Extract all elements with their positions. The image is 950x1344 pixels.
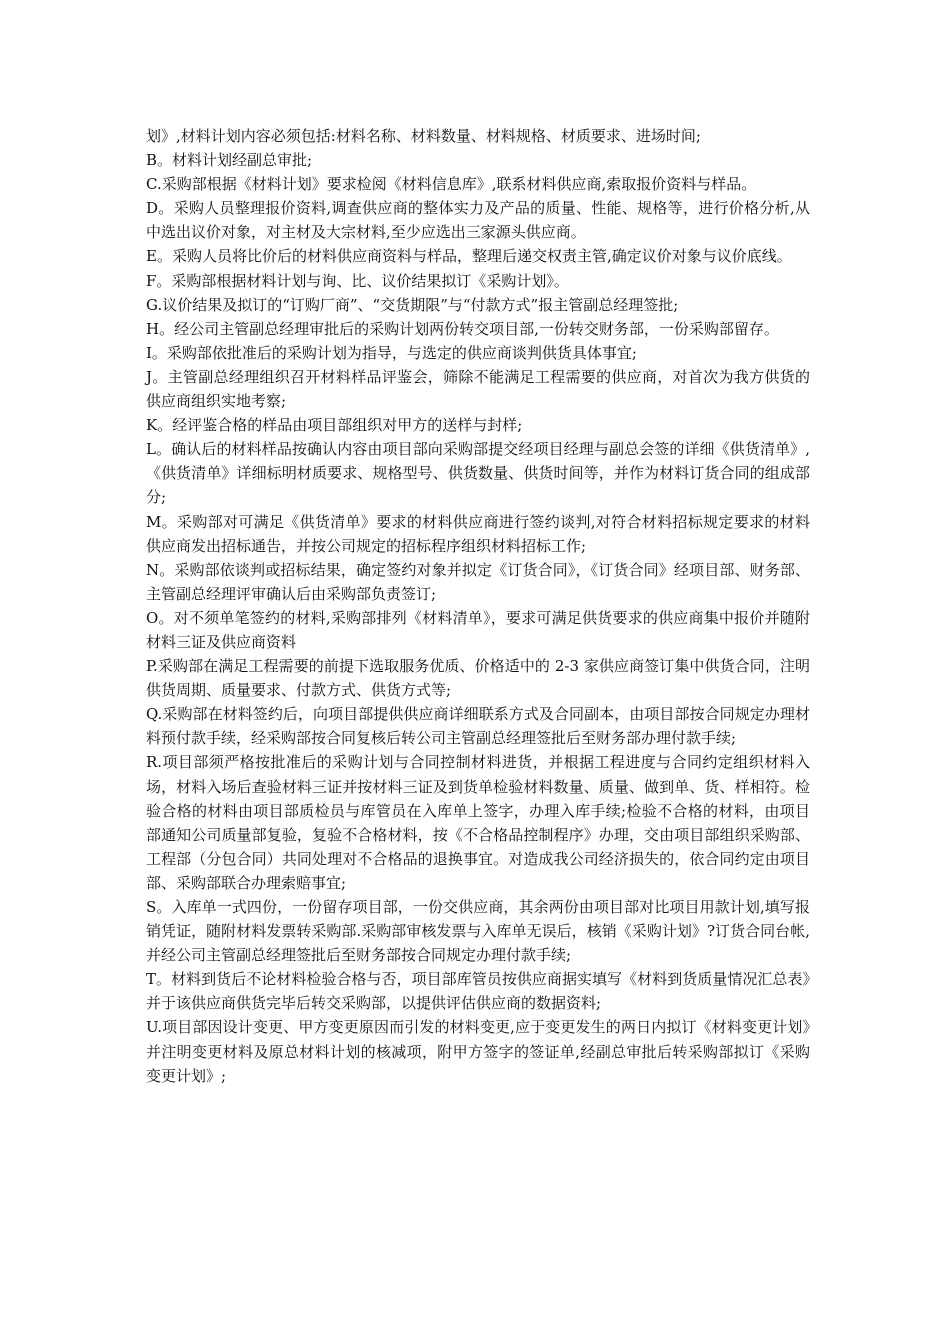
- paragraph-h: H。经公司主管副总经理审批后的采购计划两份转交项目部,一份转交财务部，一份采购部留存。: [146, 319, 779, 338]
- paragraph-t: T。材料到货后不论材料检验合格与否，项目部库管员按供应商据实填写《材料到货质量情况汇总表》并于该供应商供货完毕后转交采购部，以提供评估供应商的数据资料;: [146, 970, 810, 1013]
- paragraph-g: G.议价结果及拟订的“订购厂商”、“交货期限”与“付款方式”报主管副总经理签批;: [146, 295, 679, 314]
- paragraph-continuation: 划》,材料计划内容必须包括:材料名称、材料数量、材料规格、材质要求、进场时间;: [146, 127, 701, 145]
- paragraph-b: B。材料计划经副总审批;: [146, 151, 313, 170]
- paragraph-s: S。入库单一式四份，一份留存项目部，一份交供应商，其余两份由项目部对比项目用款计划,填写报销凭证，随附材料发票转采购部.采购部审核发票与入库单无误后，核销《采购计划》?订货合同台帐,并经公司主管副总经理签批后至财务部按合同规定办理付款手续;: [146, 898, 810, 965]
- paragraph-p: P.采购部在满足工程需要的前提下选取服务优质、价格适中的 2-3 家供应商签订集中供货合同，注明供货周期、质量要求、付款方式、供货方式等;: [146, 657, 810, 700]
- paragraph-k: K。经评鉴合格的样品由项目部组织对甲方的送样与封样;: [146, 416, 523, 435]
- paragraph-r: R.项目部须严格按批准后的采购计划与合同控制材料进货，并根据工程进度与合同约定组织材料入场，材料入场后查验材料三证并按材料三证及到货单检验材料数量、质量、做到单、货、样相符。检验合格的材料由项目部质检员与库管员在入库单上签字，办理入库手续;检验不合格的材料，由项目部通知公司质量部复验，复验不合格材料，按《不合格品控制程序》办理，交由项目部组织采购部、工程部（分包合同）共同处理对不合格品的退换事宜。对造成我公司经济损失的，依合同约定由项目部、采购部联合办理索赔事宜;: [146, 753, 810, 892]
- paragraph-i: I。采购部依批准后的采购计划为指导，与选定的供应商谈判供货具体事宜;: [146, 343, 637, 362]
- paragraph-q: Q.采购部在材料签约后，向项目部提供供应商详细联系方式及合同副本，由项目部按合同规定办理材料预付款手续，经采购部按合同复核后转公司主管副总经理签批后至财务部办理付款手续;: [146, 705, 810, 748]
- paragraph-m: M。采购部对可满足《供货清单》要求的材料供应商进行签约谈判,对符合材料招标规定要求的材料供应商发出招标通告，并按公司规定的招标程序组织材料招标工作;: [146, 512, 810, 555]
- paragraph-c: C.采购部根据《材料计划》要求检阅《材料信息库》,联系材料供应商,索取报价资料与样品。: [146, 175, 757, 194]
- paragraph-f: F。采购部根据材料计划与询、比、议价结果拟订《采购计划》。: [146, 271, 569, 290]
- paragraph-l: L。确认后的材料样品按确认内容由项目部向采购部提交经项目经理与副总会签的详细《供货清单》,《供货清单》详细标明材质要求、规格型号、供货数量、供货时间等，并作为材料订货合同的组成部分;: [146, 440, 810, 507]
- document-body: [146, 124, 810, 1088]
- paragraph-e: E。采购人员将比价后的材料供应商资料与样品，整理后递交权责主管,确定议价对象与议价底线。: [146, 247, 792, 266]
- paragraph-o: O。对不须单笔签约的材料,采购部排列《材料清单》，要求可满足供货要求的供应商集中报价并随附材料三证及供应商资料: [146, 608, 810, 651]
- paragraph-j: J。主管副总经理组织召开材料样品评鉴会，筛除不能满足工程需要的供应商，对首次为我方供货的供应商组织实地考察;: [146, 367, 810, 411]
- paragraph-d: D。采购人员整理报价资料,调查供应商的整体实力及产品的质量、性能、规格等，进行价格分析,从中选出议价对象，对主材及大宗材料,至少应选出三家源头供应商。: [146, 199, 810, 242]
- paragraph-n: N。采购部依谈判或招标结果，确定签约对象并拟定《订货合同》，《订货合同》经项目部、财务部、主管副总经理评审确认后由采购部负责签订;: [146, 560, 810, 603]
- paragraph-u: U.项目部因设计变更、甲方变更原因而引发的材料变更,应于变更发生的两日内拟订《材料变更计划》并注明变更材料及原总材料计划的核减项，附甲方签字的签证单,经副总审批后转采购部拟订《采购变更计划》;: [146, 1018, 810, 1085]
